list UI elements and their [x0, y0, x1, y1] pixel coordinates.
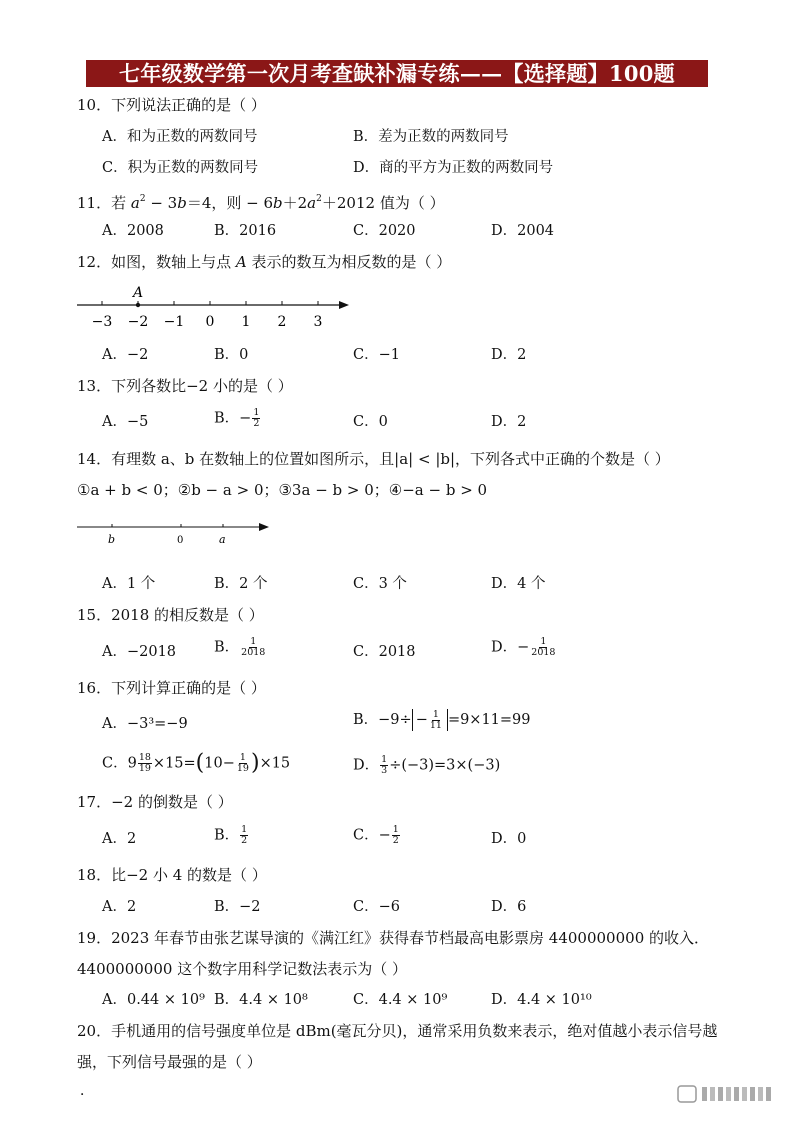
question-19-stem: 19．2023 年春节由张艺谋导演的《满江红》获得春节档最高电影票房 4400000000 的收入．4400000000 这个数字用科学记数法表示为（ ）: [77, 929, 710, 978]
point-a-dot: [136, 303, 140, 307]
q18-option-b: B．−2: [214, 899, 261, 915]
question-14-statements: ①a + b < 0；②b − a > 0；③3a − b > 0；④−a − b > 0: [77, 481, 488, 499]
tick-label: −1: [163, 314, 185, 330]
q15-option-d: D．− $\frac{1}{2018}$: [491, 636, 556, 658]
number-line-figure-q14: [77, 515, 277, 551]
q14-option-a: A．1 个: [102, 576, 156, 592]
q19-option-d: D．4.4 × 10¹⁰: [491, 992, 592, 1008]
q15-option-a: A．−2018: [102, 644, 177, 660]
q10-option-d: D．商的平方为正数的两数同号: [353, 160, 554, 176]
tick-label: 2: [277, 314, 287, 330]
q16-option-d: D． $\frac{1}{3}$ ÷(−3)=3×(−3): [353, 754, 501, 776]
q13-option-b: B．− $\frac{1}{2}$: [214, 407, 260, 429]
q19-option-c: C．4.4 × 10⁹: [353, 992, 448, 1008]
number-line-figure-q12: [75, 283, 355, 333]
watermark-logo-icon: [676, 1083, 776, 1105]
q11-option-c: C．2020: [353, 223, 416, 239]
tick-label: 3: [313, 314, 323, 330]
question-14-stem: 14．有理数 a、b 在数轴上的位置如图所示，且|a| < |b|，下列各式中正确的个数是（ ）: [77, 450, 670, 468]
q13-option-a: A．−5: [102, 414, 149, 430]
label-zero: 0: [177, 535, 184, 546]
question-20-stem: 20．手机通用的信号强度单位是 dBm(毫瓦分贝)，通常采用负数来表示，绝对值越小表示信号越强，下列信号最强的是（ ）: [77, 1022, 718, 1071]
q17-option-d: D．0: [491, 831, 527, 847]
q14-option-c: C．3 个: [353, 576, 407, 592]
question-12-stem: 12．如图，数轴上与点 A 表示的数互为相反数的是（ ）: [77, 253, 452, 271]
footer-dot: ．: [80, 1083, 94, 1099]
q12-option-d: D．2: [491, 347, 527, 363]
q11-option-a: A．2008: [102, 223, 164, 239]
label-b: b: [108, 533, 116, 546]
q19-option-a: A．0.44 × 10⁹: [102, 992, 205, 1008]
q18-option-d: D．6: [491, 899, 527, 915]
q16-option-b: B．−9÷ − $\frac{1}{11}$ =9×11=99: [353, 708, 531, 731]
q12-option-a: A．−2: [102, 347, 149, 363]
question-17-stem: 17．−2 的倒数是（ ）: [77, 793, 233, 811]
q15-option-c: C．2018: [353, 644, 416, 660]
label-a: a: [219, 533, 226, 546]
tick-label: −2: [127, 314, 149, 330]
q15-option-b: B． $\frac{1}{2018}$: [214, 636, 266, 658]
q10-option-c: C．积为正数的两数同号: [102, 160, 259, 176]
q11-option-d: D．2004: [491, 223, 555, 239]
q10-option-a: A．和为正数的两数同号: [102, 129, 258, 145]
q10-option-b: B．差为正数的两数同号: [353, 129, 509, 145]
q14-option-d: D．4 个: [491, 576, 546, 592]
q18-option-c: C．−6: [353, 899, 400, 915]
q16-option-a: A．−3³=−9: [102, 716, 188, 732]
q13-option-c: C．0: [353, 414, 388, 430]
q12-option-b: B．0: [214, 347, 249, 363]
q19-option-b: B．4.4 × 10⁸: [214, 992, 308, 1008]
tick-label: −3: [91, 314, 113, 330]
question-18-stem: 18．比−2 小 4 的数是（ ）: [77, 866, 267, 884]
tick-label: 1: [241, 314, 251, 330]
q17-option-a: A．2: [102, 831, 137, 847]
question-10-stem: 10．下列说法正确的是（ ）: [77, 96, 266, 114]
q11-option-b: B．2016: [214, 223, 277, 239]
q13-option-d: D．2: [491, 414, 527, 430]
point-a-label: A: [133, 285, 144, 301]
tick-label: 0: [205, 314, 215, 330]
q17-option-c: C．− $\frac{1}{2}$: [353, 824, 399, 846]
question-11-stem: 11．若 $a^2 - 3b=4$，则 − $6b+2a^2+2012$ 值为（ ）: [77, 194, 445, 212]
q17-option-b: B． $\frac{1}{2}$: [214, 824, 248, 846]
q12-option-c: C．−1: [353, 347, 400, 363]
q14-option-b: B．2 个: [214, 576, 268, 592]
q16-option-c: C．9 $\frac{18}{19}$ ×15=(10− $\frac{1}{19}$ )×15: [102, 750, 291, 776]
question-16-stem: 16．下列计算正确的是（ ）: [77, 679, 266, 697]
question-13-stem: 13．下列各数比−2 小的是（ ）: [77, 377, 293, 395]
q18-option-a: A．2: [102, 899, 137, 915]
page-title: 七年级数学第一次月考查缺补漏专练——【选择题】100题: [86, 60, 708, 87]
question-15-stem: 15．2018 的相反数是（ ）: [77, 606, 264, 624]
